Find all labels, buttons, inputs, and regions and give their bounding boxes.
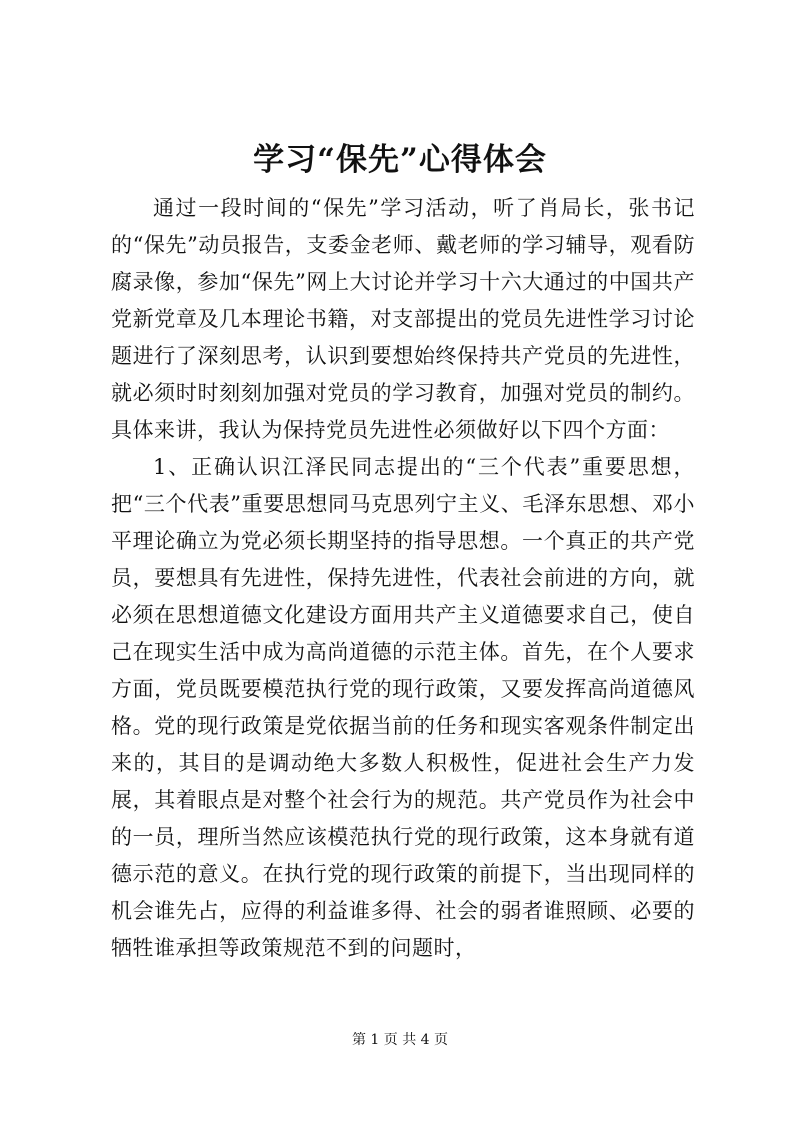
- document-body: [111, 190, 695, 967]
- page-number-footer: 第 1 页 共 4 页: [351, 1032, 449, 1048]
- paragraph-intro: 通过一段时间的“保先”学习活动，听了肖局长，张书记的“保先”动员报告，支委金老师、戴老师的学习辅导，观看防腐录像，参加“保先”网上大讨论并学习十六大通过的中国共产党新党章及几本理论书籍，对支部提出的党员先进性学习讨论题进行了深刻思考，认识到要想始终保持共产党员的先进性，就必须时时刻刻加强对党员的学习教育，加强对党员的制约。具体来讲，我认为保持党员先进性必须做好以下四个方面：: [111, 196, 695, 442]
- document-title: 学习“保先”心得体会: [253, 142, 547, 178]
- paragraph-point-1: 1、正确认识江泽民同志提出的“三个代表”重要思想，把“三个代表”重要思想同马克思列宁主义、毛泽东思想、邓小平理论确立为党必须长期坚持的指导思想。一个真正的共产党员，要想具有先进性，保持先进性，代表社会前进的方向，就必须在思想道德文化建设方面用共产主义道德要求自己，使自己在现实生活中成为高尚道德的示范主体。首先，在个人要求方面，党员既要模范执行党的现行政策，又要发挥高尚道德风格。党的现行政策是党依据当前的任务和现实客观条件制定出来的，其目的是调动绝大多数人积极性，促进社会生产力发展，其着眼点是对整个社会行为的规范。共产党员作为社会中的一员，理所当然应该模范执行党的现行政策，这本身就有道德示范的意义。在执行党的现行政策的前提下，当出现同样的机会谁先占，应得的利益谁多得、社会的弱者谁照顾、必要的牺牲谁承担等政策规范不到的问题时，: [111, 455, 695, 960]
